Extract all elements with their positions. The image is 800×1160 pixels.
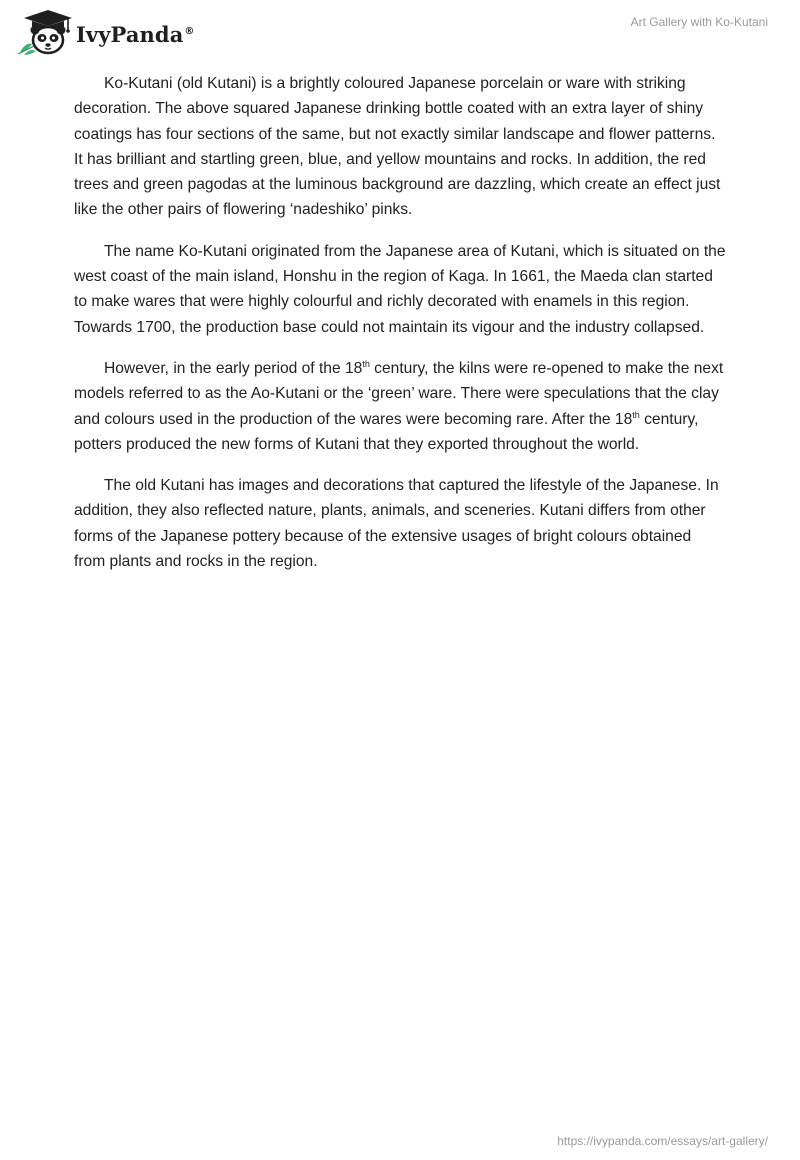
essay-body: [74, 71, 726, 590]
panda-mascot-icon: [16, 8, 74, 56]
page-header: [0, 0, 800, 60]
logo-wordmark: [76, 22, 195, 47]
source-url-link[interactable]: https://ivypanda.com/essays/art-gallery/: [557, 1134, 768, 1148]
ordinal-superscript: th: [362, 358, 370, 369]
document-title: Art Gallery with Ko-Kutani: [630, 15, 768, 29]
paragraph-3-part-2: century, the kilns were re-opened to make the next models referred to as the Ao-Kutani or the ‘green’ ware. There were speculations that the clay and colours used in the production of the wares were becoming rare. After the 18: [74, 359, 724, 428]
ordinal-superscript: th: [632, 409, 640, 420]
logo-text: IvyPanda: [76, 21, 184, 47]
ivypanda-logo[interactable]: [16, 8, 195, 56]
paragraph-3-part-1: However, in the early period of the 18: [104, 359, 363, 377]
paragraph-3-part-3: century, potters produced the new forms of Kutani that they exported throughout the world.: [74, 410, 699, 453]
registered-mark: ®: [184, 25, 195, 37]
paragraph-1: Ko-Kutani (old Kutani) is a brightly coloured Japanese porcelain or ware with striking decoration. The above squared Japanese drinking bottle coated with an extra layer of shiny coatings has four sections of the same, but not exactly similar landscape and flower patterns. It has brilliant and startling green, blue, and yellow mountains and rocks. In addition, the red trees and green pagodas at the luminous background are dazzling, which create an effect just like the other pairs of flowering ‘nadeshiko’ pinks.: [74, 75, 721, 219]
paragraph-2: The name Ko-Kutani originated from the Japanese area of Kutani, which is situated on the west coast of the main island, Honshu in the region of Kaga. In 1661, the Maeda clan started to make wares that were highly colourful and richly decorated with enamels in this region. Towards 1700, the production base could not maintain its vigour and the industry collapsed.: [74, 242, 726, 336]
paragraph-3: [74, 356, 726, 457]
paragraph-4: The old Kutani has images and decorations that captured the lifestyle of the Japanese. In addition, they also reflected nature, plants, animals, and sceneries. Kutani differs from other forms of the Japanese pottery because of the extensive usages of bright colours obtained from plants and rocks in the region.: [74, 477, 719, 571]
